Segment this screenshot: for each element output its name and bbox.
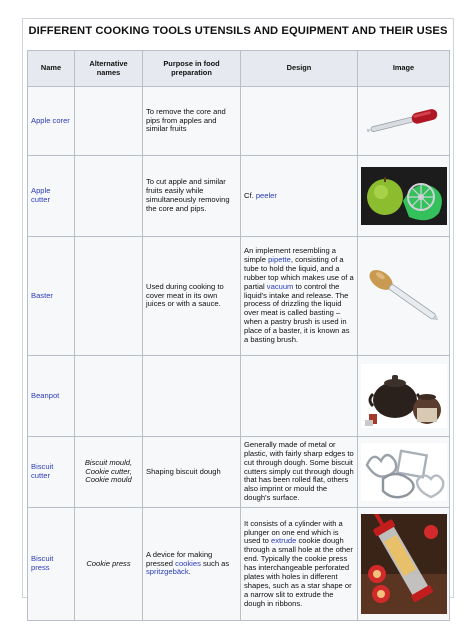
header-design: Design: [241, 51, 358, 87]
row-alt: Cookie press: [75, 508, 143, 621]
row-purpose: [143, 356, 241, 437]
row-purpose: A device for making pressed cookies such as spritzgebäck.: [143, 508, 241, 621]
row-name-apple-cutter[interactable]: Apple cutter: [28, 156, 75, 237]
row-name-biscuit-press[interactable]: Biscuit press: [28, 508, 75, 621]
biscuit-press-image[interactable]: [358, 508, 450, 621]
cookies-link[interactable]: cookies: [175, 558, 201, 568]
extrude-link[interactable]: extrude: [271, 536, 297, 546]
header-name: Name: [28, 51, 75, 87]
peeler-link[interactable]: peeler: [255, 190, 277, 200]
table-row: [28, 356, 450, 437]
table-row: [28, 237, 450, 356]
beanpot-image[interactable]: [358, 356, 450, 437]
apple-corer-image[interactable]: [358, 87, 450, 156]
vacuum-link[interactable]: vacuum: [266, 281, 294, 291]
row-design: Cf. peeler: [241, 156, 358, 237]
row-name-apple-corer[interactable]: Apple corer: [28, 87, 75, 156]
row-design: An implement resembling a simple pipette, consisting of a tube to hold the liquid, and a rubber top which makes use of a partial vacuum to control the liquid's intake and release. The process of drizzling the liquid over meat is called basting – when a pastry brush is used in place of a baster, it is known as a basting brush.: [241, 237, 358, 356]
row-alt: [75, 156, 143, 237]
table-row: [28, 437, 450, 508]
row-name-beanpot[interactable]: Beanpot: [28, 356, 75, 437]
page-title: DIFFERENT COOKING TOOLS UTENSILS AND EQUIPMENT AND THEIR USES: [28, 25, 448, 37]
header-image: Image: [358, 51, 450, 87]
row-purpose: To remove the core and pips from apples and similar fruits: [143, 87, 241, 156]
table-row: [28, 87, 450, 156]
row-design: It consists of a cylinder with a plunger on one end which is used to extrude cookie dough through a small hole at the other end. Typically the cookie press has interchangeable perforated plates with holes in different shapes, such as a star shape or a narrow slit to extrude the dough in ribbons.: [241, 508, 358, 621]
row-alt: Biscuit mould, Cookie cutter, Cookie mould: [75, 437, 143, 508]
cooking-tools-table: [27, 50, 450, 621]
table-row: [28, 508, 450, 621]
biscuit-cutter-image[interactable]: [358, 437, 450, 508]
row-design: Generally made of metal or plastic, with fairly sharp edges to cut through dough. Some biscuit cutters simply cut through dough that has been rolled flat, others also imprint or mould the dough's surface.: [241, 437, 358, 508]
baster-image[interactable]: [358, 237, 450, 356]
row-alt: [75, 237, 143, 356]
row-design: [241, 356, 358, 437]
row-alt: [75, 87, 143, 156]
header-alternative-names: Alternative names: [75, 51, 143, 87]
table-row: [28, 156, 450, 237]
apple-cutter-image[interactable]: [358, 156, 450, 237]
header-purpose: Purpose in food preparation: [143, 51, 241, 87]
pipette-link[interactable]: pipette: [268, 255, 291, 265]
table-header-row: [28, 51, 450, 87]
row-purpose: Shaping biscuit dough: [143, 437, 241, 508]
row-design: [241, 87, 358, 156]
document-page: [22, 18, 454, 608]
row-name-baster[interactable]: Baster: [28, 237, 75, 356]
row-alt: [75, 356, 143, 437]
row-purpose: Used during cooking to cover meat in its own juices or with a sauce.: [143, 237, 241, 356]
spritzgeback-link[interactable]: spritzgebäck: [146, 567, 189, 577]
row-name-biscuit-cutter[interactable]: Biscuit cutter: [28, 437, 75, 508]
row-purpose: To cut apple and similar fruits easily while simultaneously removing the core and pips.: [143, 156, 241, 237]
